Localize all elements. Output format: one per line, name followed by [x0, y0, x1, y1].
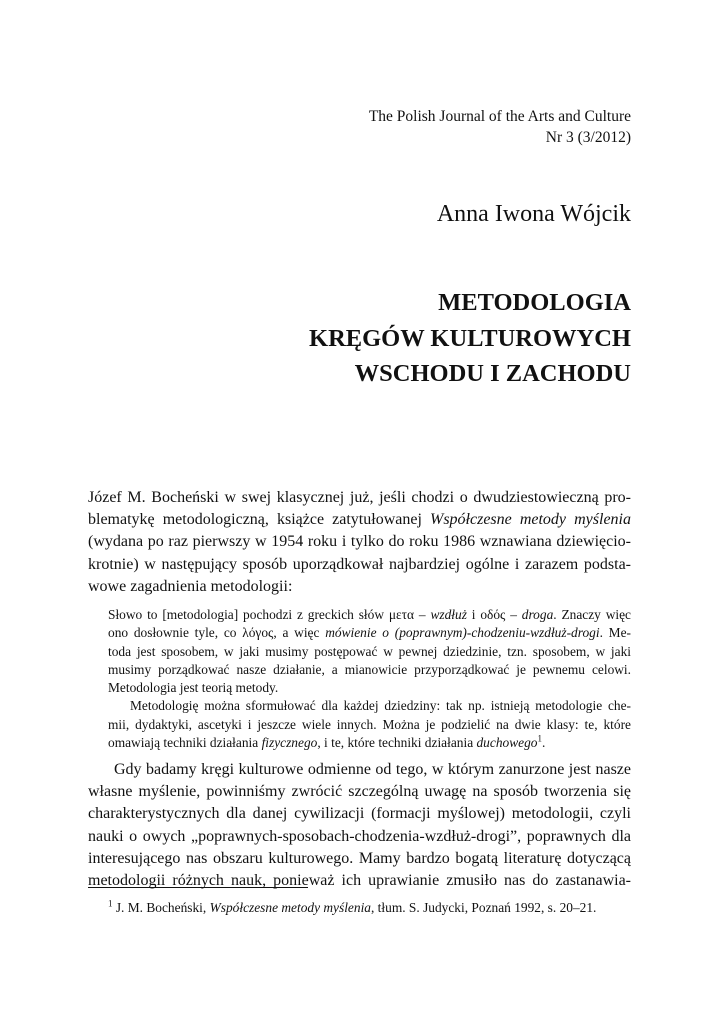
- paragraph-line: metodologii różnych nauk, ponieważ ich uprawianie zmusiło nas do zastanawia-: [88, 871, 631, 889]
- text-run: ono dosłownie tyle, co λόγος, a więc: [108, 625, 326, 641]
- italic-term: duchowego: [476, 735, 538, 751]
- italic-term: fizycznego: [261, 735, 318, 751]
- article-title: [309, 285, 631, 392]
- paragraph-line: interesującego nas obszaru kulturowego. Mamy bardzo bogatą literaturę dotyczącą: [88, 849, 631, 867]
- text-run: i οδός –: [466, 607, 522, 622]
- title-line-2: KRĘGÓW KULTUROWYCH: [309, 324, 631, 352]
- quote-line: [108, 734, 631, 752]
- text-run: . Znaczy więc: [553, 607, 631, 622]
- italic-term: mówienie o (poprawnym)-chodzeniu-wzdłuż-drogi: [325, 625, 600, 641]
- journal-header: [369, 106, 631, 148]
- footnote-reference[interactable]: 1: [537, 734, 542, 744]
- paragraph-line: Gdy badamy kręgi kulturowe odmienne od tego, w którym zanurzone jest nasze: [114, 761, 631, 778]
- quote-line: [108, 606, 631, 624]
- text-run: Słowo to [metodologia] pochodzi z greckich słów μετα –: [108, 607, 431, 622]
- text-run: omawiają techniki działania: [108, 735, 262, 751]
- quote-line: [108, 624, 631, 642]
- quote-line: musimy porządkować nasze działanie, a mianowicie przyporządkować je pewnemu celowi.: [108, 661, 631, 677]
- text-run: blematykę metodologiczną, książce zatytułowanej: [88, 511, 430, 529]
- quote-line: Metodologia jest teorią metody.: [108, 680, 279, 696]
- quote-line: Metodologię można sformułować dla każdej dziedziny: tak np. istnieją metodologie che-: [130, 698, 631, 714]
- paragraph-line: własne myślenie, powinniśmy zwrócić szczególną uwagę na sposób tworzenia się: [88, 783, 631, 801]
- italic-term: wzdłuż: [430, 607, 467, 622]
- author-name: Anna Iwona Wójcik: [436, 201, 631, 227]
- title-line-3: WSCHODU I ZACHODU: [354, 360, 631, 387]
- italic-term: droga: [521, 607, 554, 622]
- journal-issue: Nr 3 (3/2012): [545, 129, 631, 146]
- paragraph-line: [88, 509, 631, 531]
- paragraph-2: [88, 759, 631, 892]
- book-title: Współczesne metody myślenia: [429, 511, 631, 529]
- quote-line: mii, dydaktyki, ascetyki i jeszcze wiele innych. Można je podzielić na dwie klasy: te, które: [108, 716, 631, 732]
- book-title: Współczesne metody myślenia: [209, 900, 371, 915]
- text-run: J. M. Bocheński,: [112, 900, 210, 915]
- footnote-divider: [88, 887, 308, 888]
- paragraph-line: nauki o owych „poprawnych-sposobach-chodzenia-wzdłuż-drogi”, poprawnych dla: [88, 827, 631, 845]
- text-run: , tłum. S. Judycki, Poznań 1992, s. 20–21.: [370, 900, 597, 915]
- paragraph-line: Józef M. Bocheński w swej klasycznej już, jeśli chodzi o dwudziestowieczną pro-: [88, 489, 631, 506]
- title-line-1: METODOLOGIA: [438, 289, 631, 316]
- footnote: [108, 899, 596, 917]
- text-run: .: [541, 735, 546, 751]
- journal-name: The Polish Journal of the Arts and Culture: [368, 108, 631, 125]
- footnote-marker: 1: [108, 898, 113, 909]
- paragraph-line: krotnie) w następujący sposób uporządkował najbardziej ogólne i zarazem podsta-: [88, 555, 631, 573]
- paragraph-line: (wydana po raz pierwszy w 1954 roku i tylko do roku 1986 wznawiana dziewięcio-: [88, 533, 631, 551]
- paragraph-line: wowe zagadnienia metodologii:: [88, 577, 293, 595]
- quote-line: toda jest sposobem, w jaki musimy postępować w pewnej dziedzinie, tzn. sposobem, w jaki: [108, 643, 631, 659]
- text-run: , i te, które techniki działania: [317, 735, 477, 751]
- text-run: . Me-: [599, 625, 631, 641]
- paragraph-1: [88, 487, 631, 598]
- paragraph-line: charakterystycznych dla danej cywilizacji (formacji myślowej) metodologii, czyli: [88, 805, 631, 823]
- block-quote: [108, 606, 631, 752]
